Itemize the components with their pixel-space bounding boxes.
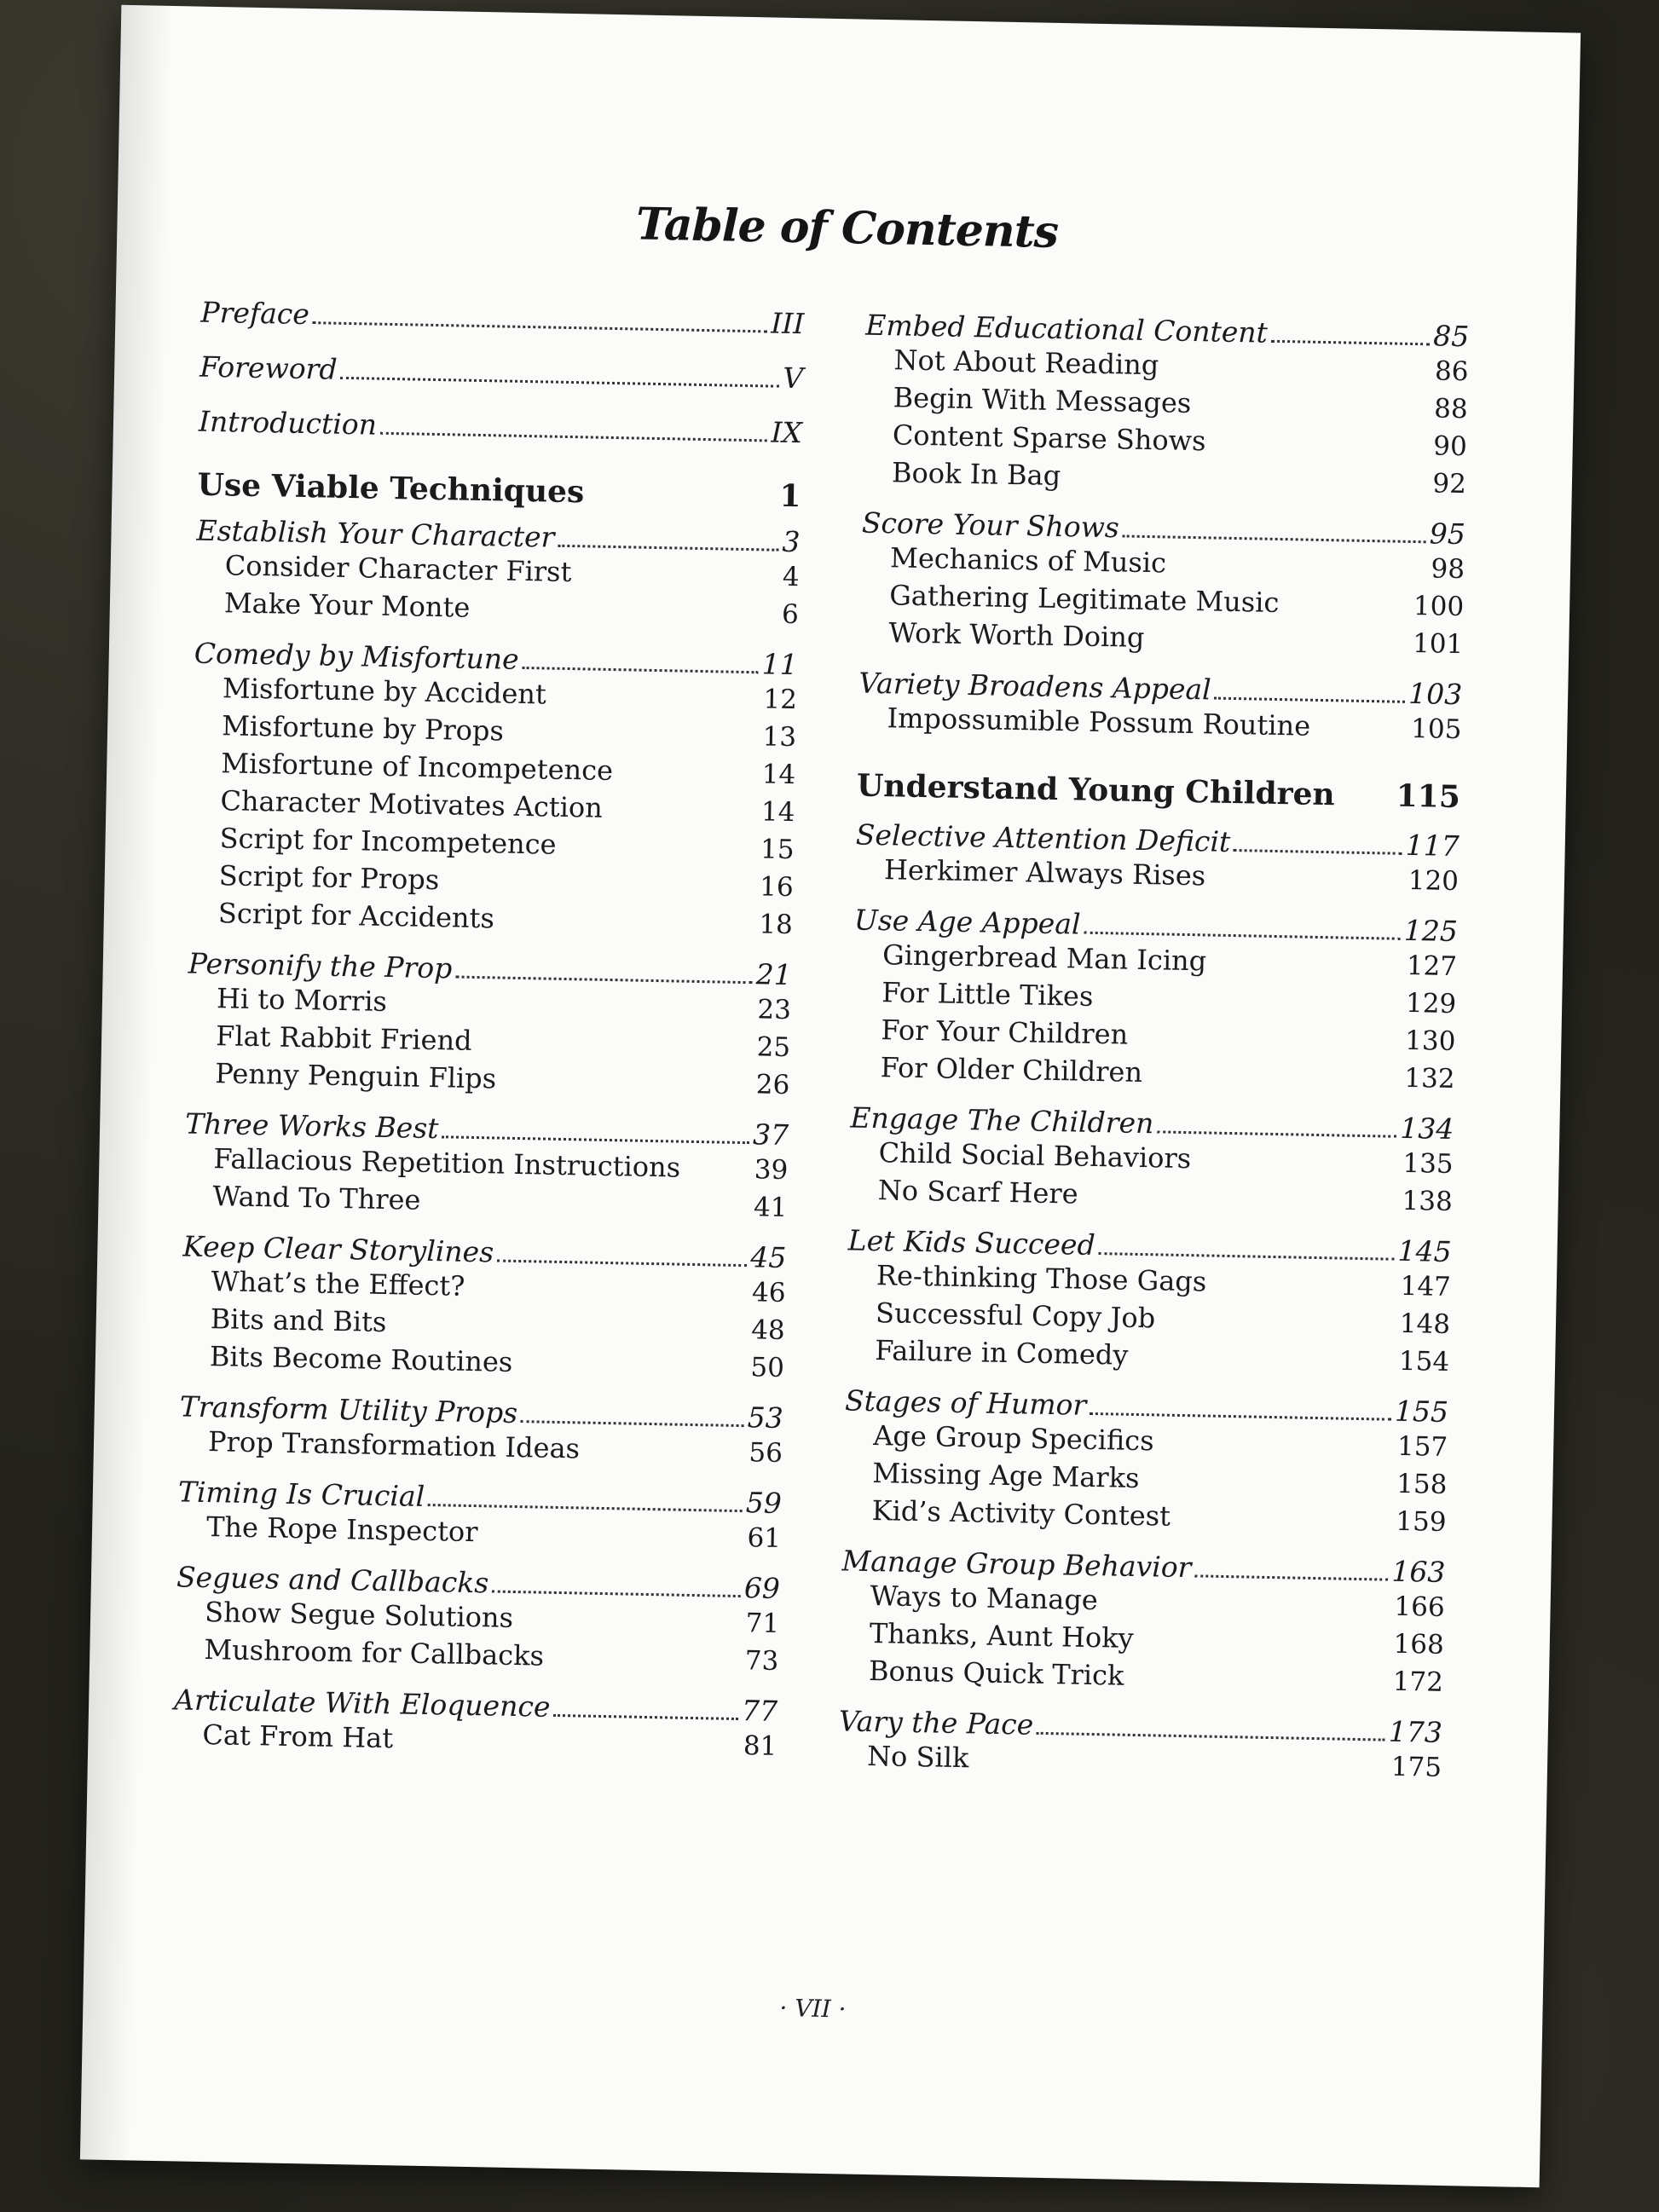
- section-title: Begin With Messages: [893, 381, 1192, 419]
- page-title: Table of Contents: [635, 198, 1059, 258]
- section-title: Character Motivates Action: [220, 784, 604, 824]
- dot-leader: [1157, 1130, 1396, 1137]
- section-title: For Your Children: [881, 1014, 1129, 1051]
- dot-leader: [428, 1504, 743, 1512]
- section-page: 39: [754, 1154, 789, 1187]
- chapter-page: V: [782, 361, 804, 396]
- chapter-page: 59: [745, 1486, 783, 1520]
- section-page: 105: [1410, 713, 1462, 746]
- section-title: Re-thinking Those Gags: [876, 1259, 1207, 1298]
- front-matter-entry: [199, 351, 804, 396]
- section-page: 56: [749, 1437, 783, 1469]
- chapter-page: 163: [1391, 1554, 1446, 1589]
- section-title: For Older Children: [880, 1051, 1143, 1089]
- dot-leader: [1123, 534, 1426, 543]
- chapter-page: 3: [782, 524, 801, 559]
- section-title: No Silk: [866, 1739, 969, 1775]
- dot-leader: [313, 321, 767, 332]
- section-page: 148: [1399, 1308, 1451, 1341]
- chapter-page: IX: [771, 415, 803, 450]
- dot-leader: [1037, 1732, 1385, 1741]
- section-page: 23: [757, 994, 792, 1026]
- section-title: Bonus Quick Trick: [868, 1654, 1124, 1692]
- section-page: 16: [759, 871, 795, 904]
- section-title: Cat From Hat: [202, 1718, 394, 1755]
- dot-leader: [1214, 697, 1405, 703]
- section-title: Prop Transformation Ideas: [207, 1425, 581, 1465]
- chapter-title: Engage The Children: [850, 1100, 1154, 1141]
- section-title: Child Social Behaviors: [878, 1136, 1192, 1175]
- section-page: 138: [1402, 1185, 1454, 1218]
- section-title: Failure in Comedy: [874, 1334, 1129, 1372]
- chapter-page: 173: [1388, 1714, 1443, 1749]
- part-page: 115: [1396, 777, 1461, 816]
- chapter-page: 45: [749, 1240, 787, 1275]
- dot-leader: [522, 667, 758, 673]
- toc-left-column: [173, 297, 805, 1765]
- dot-leader: [497, 1260, 747, 1268]
- dot-leader: [558, 545, 778, 552]
- chapter-list: [838, 819, 1460, 1787]
- chapter-page: 145: [1397, 1233, 1453, 1269]
- section-title: Wand To Three: [212, 1180, 421, 1216]
- chapter-page: 134: [1400, 1111, 1454, 1146]
- section-title: Mechanics of Music: [889, 541, 1167, 580]
- section-title: Age Group Specifics: [873, 1419, 1154, 1458]
- part-title: Understand Young Children: [856, 767, 1336, 813]
- section-page: 71: [745, 1608, 780, 1639]
- part-heading: [197, 467, 801, 515]
- section-title: Book In Bag: [891, 456, 1061, 493]
- section-page: 127: [1406, 950, 1458, 983]
- chapter-page: 21: [755, 957, 793, 992]
- section-page: 166: [1394, 1591, 1445, 1623]
- section-page: 168: [1393, 1628, 1445, 1660]
- chapter-title: Manage Group Behavior: [841, 1544, 1192, 1585]
- section-page: 25: [756, 1031, 791, 1064]
- section-page: 135: [1402, 1147, 1454, 1181]
- chapter-title: Selective Attention Deficit: [855, 817, 1231, 858]
- section-title: Bits and Bits: [210, 1302, 387, 1339]
- section-title: Not About Reading: [893, 344, 1159, 382]
- section-page: 92: [1432, 468, 1467, 500]
- chapter-title: Preface: [200, 295, 310, 332]
- section-title: No Scarf Here: [877, 1174, 1078, 1210]
- section-page: 13: [762, 721, 797, 754]
- chapter-page: 77: [741, 1694, 778, 1728]
- section-title: Gingerbread Man Icing: [882, 939, 1207, 978]
- section-title: What’s the Effect?: [211, 1265, 465, 1302]
- chapter-title: Articulate With Eloquence: [173, 1683, 551, 1724]
- section-page: 172: [1392, 1666, 1444, 1698]
- section-title: Successful Copy Job: [875, 1297, 1156, 1335]
- dot-leader: [442, 1135, 749, 1144]
- part-title: Use Viable Techniques: [197, 466, 585, 511]
- section-page: 48: [750, 1314, 786, 1347]
- section-page: 4: [782, 561, 801, 593]
- section-title: For Little Tikes: [881, 976, 1094, 1013]
- chapter-page: 69: [743, 1571, 781, 1605]
- dot-leader: [1271, 340, 1430, 346]
- chapter-title: Segues and Callbacks: [176, 1560, 489, 1600]
- section-title: Ways to Manage: [870, 1580, 1099, 1617]
- chapter-title: Personify the Prop: [188, 946, 453, 985]
- section-page: 158: [1396, 1468, 1448, 1500]
- section-page: 61: [747, 1522, 782, 1554]
- section-title: Kid’s Activity Contest: [871, 1494, 1171, 1533]
- section-page: 26: [755, 1069, 790, 1101]
- section-page: 175: [1390, 1751, 1442, 1783]
- section-page: 101: [1412, 628, 1464, 661]
- section-page: 81: [743, 1730, 777, 1762]
- dot-leader: [340, 377, 779, 388]
- section-title: Make Your Monte: [223, 586, 471, 624]
- section-page: 18: [759, 909, 794, 941]
- dot-leader: [1090, 1412, 1391, 1421]
- chapter-page: 11: [761, 647, 799, 682]
- section-title: Mushroom for Callbacks: [204, 1633, 545, 1672]
- chapter-title: Three Works Best: [184, 1106, 439, 1146]
- chapter-title: Introduction: [198, 404, 378, 442]
- section-title: Herkimer Always Rises: [883, 853, 1206, 892]
- section-title: Show Segue Solutions: [204, 1596, 514, 1634]
- dot-leader: [492, 1590, 741, 1597]
- toc-right-column: [838, 309, 1470, 1787]
- chapter-title: Foreword: [199, 349, 338, 386]
- chapter-title: Variety Broadens Appeal: [858, 666, 1212, 707]
- chapter-title: Establish Your Character: [196, 513, 555, 554]
- chapter-title: Stages of Humor: [844, 1383, 1087, 1422]
- part-page: 1: [779, 477, 801, 515]
- dot-leader: [521, 1420, 744, 1427]
- chapter-list: [858, 309, 1470, 748]
- section-page: 46: [751, 1277, 786, 1309]
- part-heading: [857, 768, 1461, 816]
- dot-leader: [1194, 1574, 1388, 1580]
- section-page: 73: [744, 1645, 779, 1677]
- chapter-page: 103: [1408, 676, 1463, 712]
- section-title: Gathering Legitimate Music: [888, 579, 1280, 619]
- chapter-page: 155: [1394, 1394, 1449, 1429]
- chapter-title: Embed Educational Content: [865, 308, 1269, 349]
- section-page: 6: [781, 598, 800, 631]
- chapter-page: 117: [1405, 828, 1460, 863]
- chapter-page: III: [770, 306, 805, 341]
- section-title: Missing Age Marks: [872, 1457, 1140, 1495]
- section-page: 132: [1404, 1062, 1455, 1095]
- chapter-title: Let Kids Succeed: [847, 1223, 1096, 1262]
- section-title: Misfortune by Accident: [222, 672, 547, 711]
- section-title: Misfortune of Incompetence: [221, 747, 614, 788]
- dot-leader: [1084, 932, 1400, 940]
- section-page: 90: [1432, 430, 1468, 463]
- section-title: Flat Rabbit Friend: [215, 1019, 472, 1057]
- section-title: Consider Character First: [224, 549, 572, 589]
- section-title: Thanks, Aunt Hoky: [869, 1617, 1135, 1655]
- section-page: 15: [760, 834, 795, 866]
- chapter-title: Timing Is Crucial: [177, 1475, 425, 1513]
- chapter-page: 85: [1432, 319, 1470, 354]
- front-matter-entry: [199, 406, 803, 450]
- front-matter-list: [199, 297, 805, 450]
- section-page: 120: [1408, 864, 1460, 898]
- section-title: Work Worth Doing: [888, 616, 1145, 654]
- chapter-title: Score Your Shows: [861, 505, 1120, 545]
- section-page: 98: [1431, 553, 1465, 586]
- section-title: Misfortune by Props: [221, 709, 505, 748]
- chapter-page: 125: [1403, 913, 1459, 949]
- dot-leader: [380, 432, 767, 442]
- section-page: 130: [1404, 1025, 1456, 1058]
- chapter-page: 53: [747, 1401, 784, 1435]
- section-page: 14: [761, 759, 796, 791]
- section-page: 147: [1400, 1270, 1452, 1303]
- chapter-page: 37: [752, 1118, 789, 1152]
- book-page: [80, 5, 1581, 2187]
- section-title: The Rope Inspector: [205, 1510, 478, 1549]
- chapter-title: Transform Utility Props: [179, 1389, 518, 1430]
- page-number: · VII ·: [779, 1994, 847, 2024]
- chapter-list: [173, 515, 801, 1765]
- dot-leader: [455, 976, 752, 985]
- chapter-page: 95: [1429, 517, 1466, 552]
- section-title: Penny Penguin Flips: [215, 1057, 497, 1095]
- section-title: Script for Incompetence: [219, 822, 557, 861]
- section-page: 157: [1396, 1430, 1448, 1463]
- section-page: 88: [1433, 393, 1468, 425]
- chapter-title: Use Age Appeal: [853, 903, 1081, 941]
- section-page: 154: [1398, 1345, 1450, 1377]
- section-title: Script for Props: [218, 859, 440, 897]
- section-page: 86: [1434, 355, 1469, 388]
- dot-leader: [553, 1714, 738, 1720]
- chapter-title: Keep Clear Storylines: [182, 1229, 494, 1269]
- section-page: 129: [1405, 987, 1457, 1020]
- section-title: Content Sparse Shows: [892, 419, 1206, 458]
- section-page: 159: [1396, 1505, 1447, 1538]
- section-title: Impossumible Possum Routine: [887, 702, 1311, 742]
- front-matter-entry: [200, 297, 805, 341]
- section-page: 12: [763, 684, 798, 716]
- chapter-title: Vary the Pace: [838, 1704, 1034, 1741]
- section-page: 14: [760, 796, 795, 829]
- dot-leader: [1098, 1252, 1394, 1261]
- section-title: Fallacious Repetition Instructions: [213, 1142, 681, 1184]
- section-title: Script for Accidents: [217, 897, 495, 935]
- section-page: 100: [1413, 591, 1465, 623]
- section-title: Hi to Morris: [216, 982, 388, 1018]
- section-page: 41: [753, 1192, 788, 1224]
- chapter-title: Comedy by Misfortune: [194, 636, 520, 676]
- section-page: 50: [750, 1352, 785, 1384]
- section-title: Bits Become Routines: [209, 1340, 513, 1378]
- dot-leader: [1234, 849, 1402, 855]
